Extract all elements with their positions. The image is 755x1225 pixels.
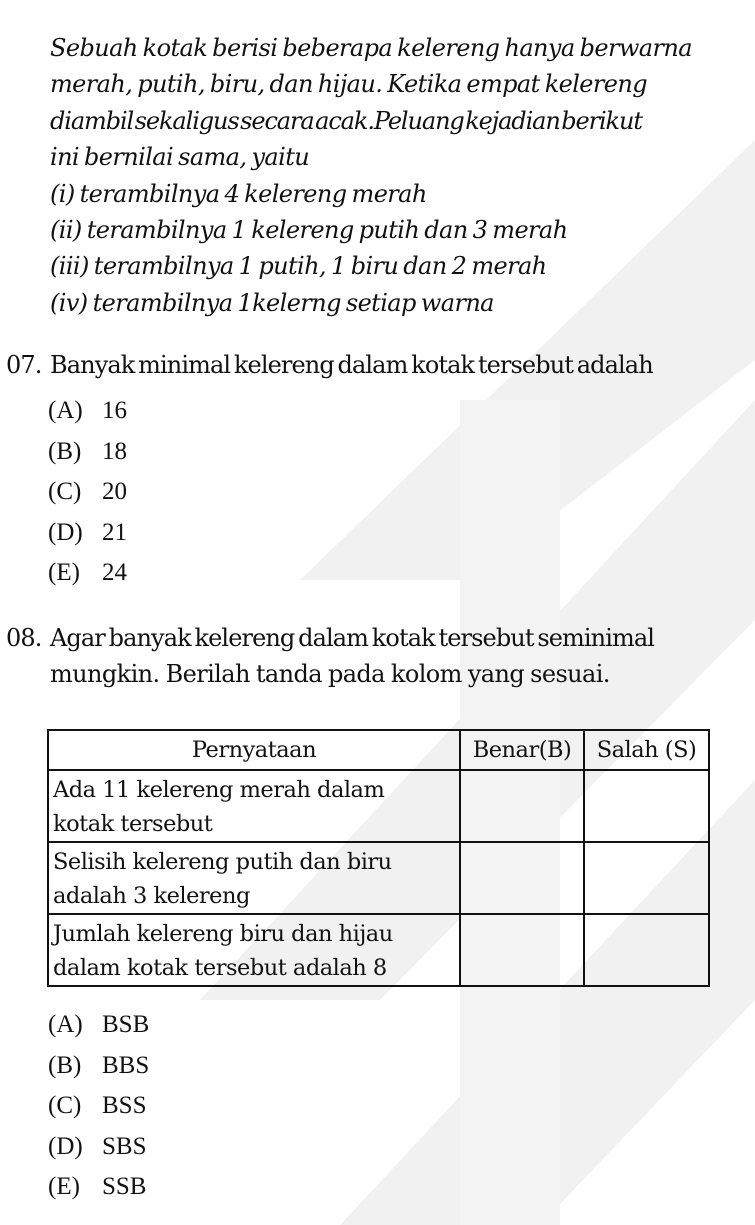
option-text: 16	[102, 397, 127, 424]
question-07	[6, 347, 751, 383]
intro-line: (i) terambilnya 4 kelereng merah	[50, 179, 427, 208]
question-number: 08.	[6, 624, 42, 652]
statement-cell	[48, 842, 460, 914]
false-mark-cell[interactable]	[584, 770, 709, 842]
statement-line: adalah 3 kelereng	[53, 883, 250, 909]
option-text: 18	[102, 437, 127, 465]
table-row	[48, 914, 709, 986]
intro-line: diambil sekaligus secara acak.Peluang kejadian berikut	[50, 106, 642, 135]
option-label: (A)	[48, 397, 83, 424]
true-mark-cell[interactable]	[460, 914, 584, 986]
option-text: BSB	[102, 1011, 150, 1038]
option-label: (B)	[48, 1051, 82, 1079]
table-row	[48, 770, 709, 842]
option-text: BSS	[102, 1092, 147, 1119]
option-text: SSB	[102, 1173, 147, 1200]
statement-cell	[48, 914, 460, 986]
intro-line: merah, putih, biru, dan hijau. Ketika empat kelereng	[50, 70, 648, 99]
question-08-options	[48, 1005, 149, 1208]
question-07-stem	[6, 347, 751, 383]
answer-option-b[interactable]	[48, 1046, 149, 1087]
option-text: BBS	[102, 1051, 150, 1079]
true-mark-cell[interactable]	[460, 842, 584, 914]
question-08	[6, 620, 751, 692]
option-label: (A)	[48, 1011, 83, 1038]
intro-line: ini bernilai sama, yaitu	[50, 143, 310, 172]
answer-option-b[interactable]	[48, 432, 127, 473]
question-07-options	[48, 391, 127, 594]
answer-option-a[interactable]	[48, 1005, 149, 1046]
header-true: Benar(B)	[460, 730, 584, 770]
statement-table	[47, 729, 710, 987]
statement-cell	[48, 770, 460, 842]
option-text: 21	[102, 518, 127, 546]
true-mark-cell[interactable]	[460, 770, 584, 842]
question-08-stem	[6, 620, 751, 656]
answer-option-d[interactable]	[48, 513, 127, 554]
question-text: Banyak minimal kelereng dalam kotak tersebut adalah	[50, 351, 653, 379]
question-text: Agar banyak kelereng dalam kotak tersebut seminimal	[50, 624, 655, 652]
problem-intro	[50, 30, 750, 321]
option-label: (E)	[48, 559, 80, 586]
statement-line: Selisih kelereng putih dan biru	[53, 849, 392, 875]
intro-line: Sebuah kotak berisi beberapa kelereng hanya berwarna	[50, 34, 692, 62]
option-label: (C)	[48, 478, 82, 505]
option-label: (C)	[48, 1092, 82, 1119]
question-text-continued: mungkin. Berilah tanda pada kolom yang sesuai.	[50, 660, 610, 688]
answer-option-c[interactable]	[48, 472, 127, 513]
answer-option-a[interactable]	[48, 391, 127, 432]
answer-option-c[interactable]	[48, 1086, 149, 1127]
option-text: SBS	[102, 1132, 147, 1160]
option-text: 20	[102, 478, 127, 505]
false-mark-cell[interactable]	[584, 842, 709, 914]
option-text: 24	[102, 559, 127, 586]
intro-line: (iii) terambilnya 1 putih, 1 biru dan 2 merah	[50, 252, 547, 281]
answer-option-e[interactable]	[48, 1167, 149, 1208]
intro-line: (iv) terambilnya 1kelerng setiap warna	[50, 288, 494, 317]
header-statement: Pernyataan	[48, 730, 460, 770]
statement-line: Jumlah kelereng biru dan hijau	[53, 921, 393, 947]
intro-line: (ii) terambilnya 1 kelereng putih dan 3 merah	[50, 216, 568, 245]
option-label: (D)	[48, 1132, 83, 1160]
option-label: (E)	[48, 1173, 80, 1200]
answer-option-d[interactable]	[48, 1127, 149, 1168]
option-label: (D)	[48, 518, 83, 546]
table-header-row	[48, 730, 709, 770]
table-row	[48, 842, 709, 914]
false-mark-cell[interactable]	[584, 914, 709, 986]
question-number: 07.	[6, 351, 42, 379]
statement-line: dalam kotak tersebut adalah 8	[53, 955, 387, 981]
option-label: (B)	[48, 437, 82, 465]
statement-line: kotak tersebut	[53, 811, 213, 837]
header-false: Salah (S)	[584, 730, 709, 770]
statement-line: Ada 11 kelereng merah dalam	[53, 777, 385, 803]
answer-option-e[interactable]	[48, 553, 127, 594]
